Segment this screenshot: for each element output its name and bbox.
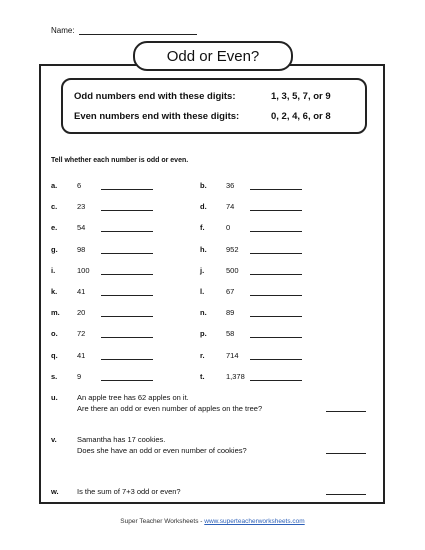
number-item <box>51 202 161 212</box>
name-row <box>51 26 197 35</box>
name-label: Name: <box>51 26 75 35</box>
item-letter: s. <box>51 371 58 381</box>
item-letter: b. <box>200 181 207 190</box>
item-letter: j. <box>200 265 205 275</box>
number-item <box>51 181 161 191</box>
item-number: 6 <box>77 181 82 190</box>
item-letter: r. <box>200 350 205 360</box>
worksheet-title: Odd or Even? <box>133 41 293 71</box>
number-item <box>200 181 310 191</box>
answer-blank[interactable] <box>250 380 302 381</box>
item-number: 500 <box>226 265 239 275</box>
answer-blank[interactable] <box>101 189 153 190</box>
answer-blank[interactable] <box>326 494 366 495</box>
number-item <box>200 287 310 297</box>
item-number: 0 <box>226 223 231 233</box>
answer-blank[interactable] <box>250 253 302 254</box>
footer-separator: - <box>200 518 203 525</box>
answer-blank[interactable] <box>250 210 302 211</box>
number-item <box>51 372 161 382</box>
word-problem-letter: v. <box>51 435 57 444</box>
item-letter: q. <box>51 350 58 360</box>
item-number: 74 <box>226 202 235 212</box>
footer-brand: Super Teacher Worksheets <box>120 518 199 525</box>
answer-blank[interactable] <box>101 210 153 211</box>
word-problem-line: Is the sum of 7+3 odd or even? <box>77 487 181 496</box>
number-item <box>51 287 161 297</box>
item-letter: g. <box>51 244 58 254</box>
number-item <box>51 329 161 339</box>
answer-blank[interactable] <box>326 411 366 412</box>
item-number: 952 <box>226 244 239 254</box>
even-rule <box>74 111 331 122</box>
item-number: 41 <box>77 287 86 296</box>
word-problem-letter: w. <box>51 487 59 496</box>
answer-blank[interactable] <box>101 253 153 254</box>
answer-blank[interactable] <box>250 359 302 360</box>
answer-blank[interactable] <box>250 337 302 338</box>
answer-blank[interactable] <box>250 316 302 317</box>
word-problem-line: Are there an odd or even number of apples on the tree? <box>77 404 263 413</box>
number-item <box>200 223 310 233</box>
answer-blank[interactable] <box>101 337 153 338</box>
item-letter: m. <box>51 308 60 318</box>
even-rule-label: Even numbers end with these digits: <box>74 111 240 122</box>
number-item <box>51 308 161 318</box>
odd-rule <box>74 91 331 102</box>
item-number: 41 <box>77 350 86 360</box>
item-number: 98 <box>77 244 86 254</box>
item-letter: d. <box>200 202 207 212</box>
item-number: 67 <box>226 287 235 296</box>
item-number: 89 <box>226 308 235 318</box>
item-letter: k. <box>51 287 58 296</box>
item-letter: f. <box>200 223 205 233</box>
odd-rule-label: Odd numbers end with these digits: <box>74 91 236 102</box>
name-field[interactable] <box>79 26 197 35</box>
answer-blank[interactable] <box>250 274 302 275</box>
answer-blank[interactable] <box>101 295 153 296</box>
word-problem-line: Samantha has 17 cookies. <box>77 435 166 444</box>
rules-box <box>61 78 367 134</box>
answer-blank[interactable] <box>250 231 302 232</box>
item-number: 58 <box>226 329 235 339</box>
item-letter: n. <box>200 308 207 318</box>
footer <box>0 518 425 525</box>
item-number: 36 <box>226 181 235 190</box>
number-item <box>51 245 161 255</box>
number-item <box>200 372 310 382</box>
word-problem-line: An apple tree has 62 apples on it. <box>77 393 189 402</box>
answer-blank[interactable] <box>101 274 153 275</box>
item-letter: a. <box>51 181 58 190</box>
odd-rule-digits: 1, 3, 5, 7, or 9 <box>271 91 331 102</box>
item-number: 72 <box>77 329 86 339</box>
item-letter: l. <box>200 287 205 296</box>
number-item <box>200 266 310 276</box>
item-letter: p. <box>200 329 207 339</box>
number-item <box>51 223 161 233</box>
number-item <box>200 308 310 318</box>
answer-blank[interactable] <box>101 380 153 381</box>
instructions: Tell whether each number is odd or even. <box>51 157 189 164</box>
item-number: 20 <box>77 308 86 318</box>
item-number: 9 <box>77 371 82 381</box>
item-letter: e. <box>51 223 58 233</box>
even-rule-digits: 0, 2, 4, 6, or 8 <box>271 111 331 122</box>
item-letter: i. <box>51 265 56 275</box>
word-problem-line: Does she have an odd or even number of cookies? <box>77 446 247 455</box>
item-number: 54 <box>77 223 86 233</box>
number-item <box>200 351 310 361</box>
word-problem-letter: u. <box>51 393 58 402</box>
item-letter: t. <box>200 371 205 381</box>
item-letter: h. <box>200 244 207 254</box>
item-number: 23 <box>77 202 86 212</box>
item-number: 1,378 <box>226 371 245 381</box>
item-number: 714 <box>226 350 239 360</box>
answer-blank[interactable] <box>250 189 302 190</box>
answer-blank[interactable] <box>101 359 153 360</box>
number-item <box>200 202 310 212</box>
number-item <box>200 329 310 339</box>
answer-blank[interactable] <box>250 295 302 296</box>
answer-blank[interactable] <box>326 453 366 454</box>
item-letter: c. <box>51 202 58 212</box>
number-item <box>51 266 161 276</box>
answer-blank[interactable] <box>101 316 153 317</box>
answer-blank[interactable] <box>101 231 153 232</box>
item-number: 100 <box>77 265 90 275</box>
number-item <box>200 245 310 255</box>
item-letter: o. <box>51 329 58 339</box>
footer-link[interactable]: www.superteacherworksheets.com <box>204 518 305 525</box>
number-item <box>51 351 161 361</box>
